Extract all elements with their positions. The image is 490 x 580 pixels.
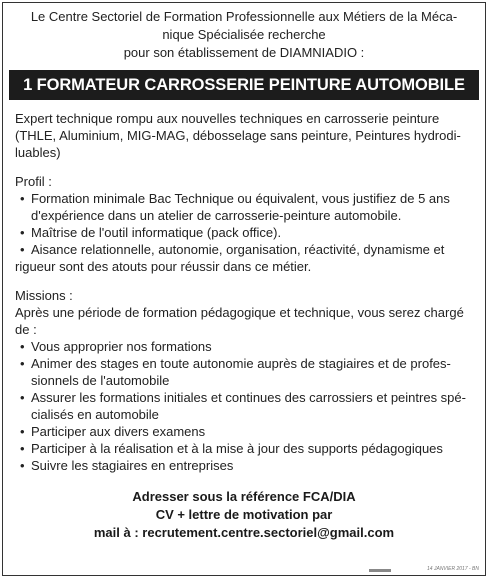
job-advertisement <box>2 2 486 576</box>
bullet-icon: • <box>20 242 25 257</box>
bullet-icon: • <box>20 191 25 206</box>
list-item: • Maîtrise de l'outil informatique (pack office). <box>20 225 282 240</box>
intro-line-2: nique Spécialisée recherche <box>162 27 326 42</box>
list-item: • Participer à la réalisation et à la mise à jour des supports pédagogiques <box>20 441 443 456</box>
profil-title: Profil : <box>15 174 52 189</box>
missions-section <box>15 287 477 474</box>
publisher-logo <box>369 569 391 572</box>
profil-list <box>15 190 477 275</box>
intro-line-1: Le Centre Sectoriel de Formation Professionnelle aux Métiers de la Méca- <box>30 9 458 24</box>
missions-title: Missions : <box>15 288 73 303</box>
bullet-icon: • <box>20 339 25 354</box>
bullet-icon: • <box>20 424 25 439</box>
list-item: • Animer des stages en toute autonomie auprès de stagiaires et de profes-sionnels de l'automobile <box>20 356 451 388</box>
missions-list <box>15 338 477 474</box>
profil-section <box>15 173 477 275</box>
list-item: • Suivre les stagiaires en entreprises <box>20 458 234 473</box>
list-item: • Formation minimale Bac Technique ou équivalent, vous justifiez de 5 ans d'expérience dans un atelier de carrosserie-peinture automobile. <box>20 191 450 223</box>
bullet-icon: • <box>20 356 25 371</box>
list-item: • Participer aux divers examens <box>20 424 206 439</box>
list-item: • Assurer les formations initiales et continues des carrossiers et peintres spé-cialisés en automobile <box>20 390 466 422</box>
list-item: • Vous approprier nos formations <box>20 339 212 354</box>
bullet-icon: • <box>20 441 25 456</box>
apply-line-2: CV + lettre de motivation par <box>155 507 333 522</box>
bullet-icon: • <box>20 458 25 473</box>
publication-date: 14 JANVIER 2017 - BN <box>427 566 479 572</box>
apply-line-1: Adresser sous la référence FCA/DIA <box>132 489 356 504</box>
missions-intro: Après une période de formation pédagogique et technique, vous serez chargé de : <box>15 305 464 337</box>
application-instructions <box>3 488 485 542</box>
job-title-banner: 1 FORMATEUR CARROSSERIE PEINTURE AUTOMOBILE <box>9 70 479 100</box>
job-description: Expert technique rompu aux nouvelles techniques en carrosserie peinture (THLE, Aluminium, MIG-MAG, débosselage sans peinture, Peintures hydrodi-luables) <box>15 111 461 160</box>
bullet-icon: • <box>20 390 25 405</box>
intro-block <box>11 8 477 62</box>
bullet-icon: • <box>20 225 25 240</box>
apply-email: mail à : recrutement.centre.sectoriel@gmail.com <box>93 525 395 540</box>
intro-line-3: pour son établissement de DIAMNIADIO : <box>123 45 365 60</box>
list-item: • Aisance relationnelle, autonomie, organisation, réactivité, dynamisme et rigueur sont des atouts pour réussir dans ce métier. <box>15 242 445 274</box>
